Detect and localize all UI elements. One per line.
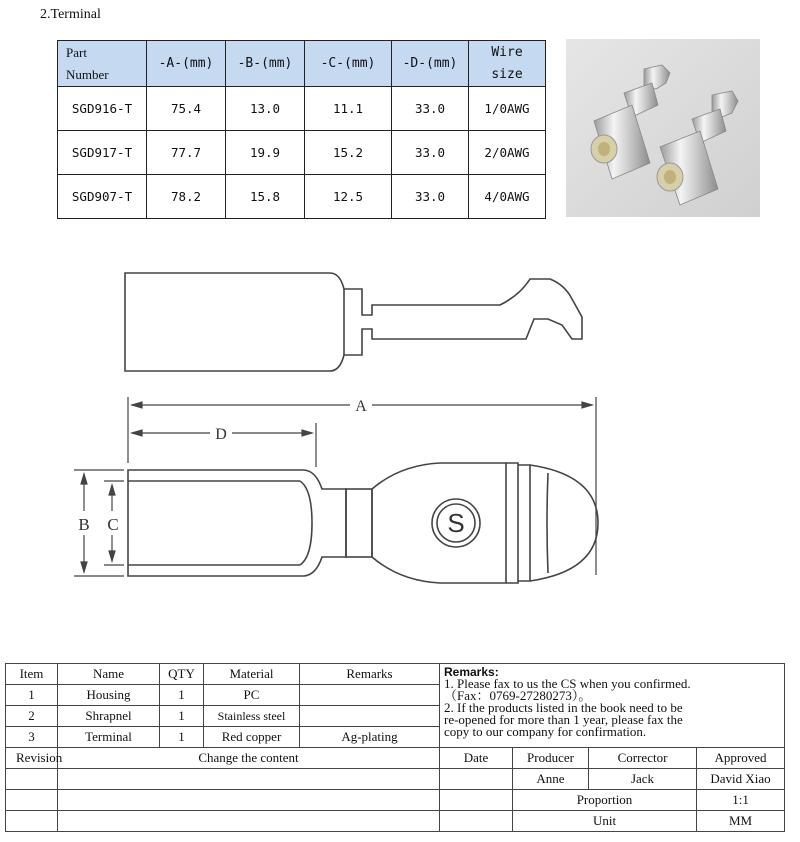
- table-cell: [6, 769, 58, 790]
- table-cell: [58, 811, 440, 832]
- table-cell: 75.4: [147, 87, 226, 131]
- table-cell: 13.0: [226, 87, 305, 131]
- table-row: [58, 131, 546, 175]
- change-content-label: Change the content: [58, 748, 440, 769]
- neck-outline: [346, 489, 372, 557]
- table-cell: 33.0: [392, 87, 469, 131]
- table-cell: [440, 790, 513, 811]
- remarks-line: re-opened for more than 1 year, please fax the: [444, 712, 683, 727]
- terminal-side-view: [0, 255, 800, 375]
- table-cell: Stainless steel: [204, 706, 300, 727]
- table-cell: [440, 769, 513, 790]
- header-item: Item: [6, 664, 58, 685]
- terminal-top-view: [0, 385, 800, 600]
- dim-d-label: D: [215, 426, 227, 443]
- table-cell: 1: [160, 706, 204, 727]
- table-cell: 1: [6, 685, 58, 706]
- blade-tip-line: [547, 473, 548, 573]
- table-cell: Terminal: [58, 727, 160, 748]
- header-part-line2: Number: [66, 66, 109, 82]
- revision-label: Revision: [6, 748, 58, 769]
- corrector-value: Jack: [589, 769, 697, 790]
- table-cell: 1: [160, 727, 204, 748]
- table-cell: [6, 811, 58, 832]
- header-material: Material: [204, 664, 300, 685]
- unit-value: MM: [697, 811, 785, 832]
- bom-header-row: [6, 664, 785, 685]
- table-cell: PC: [204, 685, 300, 706]
- remarks-note: [440, 664, 785, 748]
- table-row: [58, 87, 546, 131]
- table-cell: [58, 769, 440, 790]
- header-c: -C-(mm): [305, 41, 392, 87]
- blade-tip: [530, 465, 598, 581]
- table-cell: 4/0AWG: [469, 175, 546, 219]
- table-cell: 1/0AWG: [469, 87, 546, 131]
- blade-ring-2: [518, 465, 530, 581]
- remarks-line: 2. If the products listed in the book need to be: [444, 700, 683, 715]
- blade-outline: [372, 463, 506, 583]
- remarks-title: Remarks:: [444, 665, 499, 679]
- stamp-letter: S: [447, 508, 465, 538]
- table-cell: SGD907-T: [58, 175, 147, 219]
- unit-row: [6, 811, 785, 832]
- corrector-label: Corrector: [589, 748, 697, 769]
- barrel-outline: [128, 470, 346, 576]
- table-cell: [300, 685, 440, 706]
- header-name: Name: [58, 664, 160, 685]
- table-cell: 78.2: [147, 175, 226, 219]
- table-cell: 77.7: [147, 131, 226, 175]
- table-cell: SGD916-T: [58, 87, 147, 131]
- signature-row: [6, 769, 785, 790]
- unit-label: Unit: [513, 811, 697, 832]
- approved-label: Approved: [697, 748, 785, 769]
- table-cell: SGD917-T: [58, 131, 147, 175]
- table-cell: 33.0: [392, 131, 469, 175]
- table-cell: 1: [160, 685, 204, 706]
- table-row: [58, 175, 546, 219]
- remarks-line: 1. Please fax to us the CS when you confirmed.: [444, 676, 691, 691]
- table-cell: 11.1: [305, 87, 392, 131]
- dim-a-label: A: [355, 398, 367, 415]
- proportion-row: [6, 790, 785, 811]
- header-wire-line2: size: [491, 66, 523, 82]
- barrel-inner-end: [300, 481, 312, 565]
- producer-value: Anne: [513, 769, 589, 790]
- table-cell: 3: [6, 727, 58, 748]
- header-a: -A-(mm): [147, 41, 226, 87]
- table-cell: Ag-plating: [300, 727, 440, 748]
- header-qty: QTY: [160, 664, 204, 685]
- dim-c-label: C: [107, 515, 119, 534]
- approved-value: David Xiao: [697, 769, 785, 790]
- table-cell: 15.8: [226, 175, 305, 219]
- header-part-line1: Part: [66, 44, 87, 60]
- title-block-table: [5, 663, 785, 832]
- table-cell: 2: [6, 706, 58, 727]
- table-cell: [6, 790, 58, 811]
- product-photo: [566, 39, 760, 217]
- producer-label: Producer: [513, 748, 589, 769]
- table-cell: Red copper: [204, 727, 300, 748]
- table-cell: Housing: [58, 685, 160, 706]
- remarks-line: copy to our company for confirmation.: [444, 724, 647, 739]
- blade-ring-1: [506, 463, 518, 583]
- table-cell: [300, 706, 440, 727]
- dim-b-label: B: [78, 515, 90, 534]
- table-cell: 2/0AWG: [469, 131, 546, 175]
- proportion-label: Proportion: [513, 790, 697, 811]
- table-cell: 19.9: [226, 131, 305, 175]
- header-remarks: Remarks: [300, 664, 440, 685]
- header-d: -D-(mm): [392, 41, 469, 87]
- table-cell: [58, 790, 440, 811]
- spec-table: [57, 40, 546, 219]
- header-b: -B-(mm): [226, 41, 305, 87]
- header-wire-line1: Wire: [491, 44, 523, 60]
- table-cell: 15.2: [305, 131, 392, 175]
- side-view-outline: [125, 273, 582, 371]
- date-label: Date: [440, 748, 513, 769]
- header-part-number: [58, 41, 147, 87]
- section-title: 2.Terminal: [40, 7, 101, 22]
- table-cell: [440, 811, 513, 832]
- spec-header-row: [58, 41, 546, 87]
- table-cell: 12.5: [305, 175, 392, 219]
- proportion-value: 1:1: [697, 790, 785, 811]
- table-cell: Shrapnel: [58, 706, 160, 727]
- remarks-line: （Fax：0769-27280273）。: [444, 688, 592, 703]
- revision-header-row: [6, 748, 785, 769]
- table-cell: 33.0: [392, 175, 469, 219]
- header-wire-size: [469, 41, 546, 87]
